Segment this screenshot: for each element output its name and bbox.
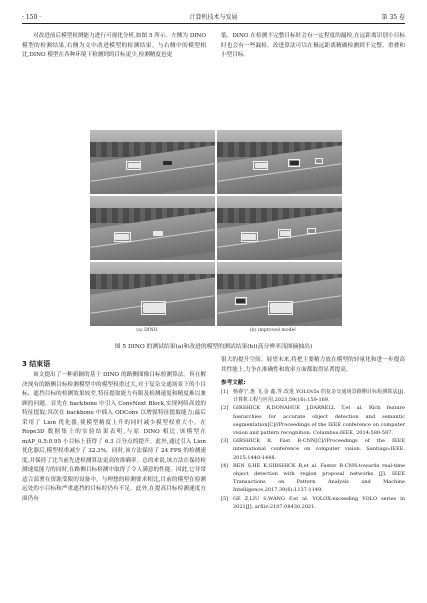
right-lower-column bbox=[221, 356, 405, 511]
intro-paragraph-continued: 低。DINO 在检测不完整目标时会有一定程度的漏检,在远距离识别小目标时也会有一些漏检。改进算法可以在极远距离精确检测到不完整、重叠和小型目标。 bbox=[221, 33, 405, 58]
top-left-column bbox=[22, 32, 206, 61]
running-header bbox=[22, 12, 405, 24]
photo-b2 bbox=[217, 196, 342, 260]
section-title: 3 结束语 bbox=[22, 360, 51, 368]
references-title: 参考文献: bbox=[221, 380, 246, 386]
photo-a3 bbox=[90, 262, 215, 326]
figure-5 bbox=[90, 130, 342, 340]
reference-item: [2] GIRSHICK R,DONAHUE J,DARRELL T,et al. Rich feature hierarchies for accurate object detection and semantic segmentation[C]//Proceedings of the IEEE conference on computer vision and pattern recognition. Columbus:IEEE, 2014:580-587. bbox=[221, 405, 405, 437]
conclusion-column bbox=[22, 356, 206, 504]
reference-item: [5] GE Z,LIU S,WANG F,et al. YOLOX:exceeding YOLO series in 2021[J]. arXiv:2107.08430,2021. bbox=[221, 495, 405, 510]
reference-item: [4] REN S,HE K,GIRSHICK R,et al. Faster R-CNN:towards real-time object detection with region proposal networks [J]. IEEE Transactions on Pattern Analysis and Machine Intelligence,2017,39(6):1137-1149. bbox=[221, 462, 405, 494]
photo-b1 bbox=[217, 130, 342, 194]
reference-list bbox=[221, 388, 405, 511]
subfigure-labels bbox=[90, 327, 342, 334]
conclusion-paragraph-continued: 很大的提升空间。展望未来,将把主要精力放在模型的轻量化和进一步提高其性能上,力争在准确性和效率方面都取得显著提高。 bbox=[221, 357, 405, 373]
photo-a2 bbox=[90, 196, 215, 260]
subfigure-a-label: (a) DINO bbox=[136, 328, 158, 333]
top-right-column bbox=[221, 32, 405, 61]
journal-title: 计算机技术与发展 bbox=[189, 14, 238, 21]
reference-item: [3] GIRSHICK R. Fast R-CNN[C]//Proceedings of the IEEE international conference on computer vision. Santiago:IEEE, 2015:1440-1448. bbox=[221, 438, 405, 461]
conclusion-paragraph: 该文提出了一种新颖的基于 DINO 的路侧图像目标检测算法。旨在解决现有的路侧目标检测模型中的模型权重过大,对于复杂交通场景下的小目标、遮挡目标的检测效果较差,特征提取能力有限及检测速度和精度难以兼顾的问题。首先在 backbone 中引入 ConvNext Block,实现网络高效的特征提取;其次在 backbone 中插入 ODConv 以增强特征提取能力;最后采用了 Lion 优化器,使模型精度上升的同时减少模型权重大小。在 Rope3D 数据集上的实验结果表明,与原 DINO 相比,该模型在 mAP_0.5:0.95 小目标上获得了 6.3 百分点的提升。此外,通过引入 Lion 优化器后,模型权重减少了 32.3%。同时,该方法保持了 24 FPS 的检测速度,并保持了比当前先进检测算法更高的准确率。总的来说,该方法在保持检测速度能力的同时,在路侧目标检测中取得了令人满意的性能。因此,它非常适合部署在资源受限的设备中。与理想的检测要求相比,目前的模型在检测远处的小目标和严重遮挡的目标时仍有不足。此外,在提高目标检测速度方面仍有 bbox=[22, 372, 206, 502]
subfigure-b-label: (b) improved model bbox=[249, 328, 296, 333]
intro-paragraph: 对改进前后模型检测能力进行可视化分析,如图 5 所示。左侧为 DINO 模型的检测结果,右侧为文中改进模型的检测结果。与右侧中的模型相比,DINO 模型在各种环境下检测到的目标更少,检测精度也更 bbox=[22, 33, 206, 58]
photo-b3 bbox=[217, 262, 342, 326]
page-number: · 150 · bbox=[22, 14, 42, 21]
detection-photo-grid bbox=[90, 130, 342, 326]
reference-item: [1] 杨睿宁,惠 飞,金 鑫,等.改进 YOLOv5s 的复杂交通场景路侧目标检测算法[J].计算机工程与应用,2023,59(16):159-169. bbox=[221, 389, 405, 404]
figure-caption: 图 5 DINO 的测试结果(a)和改进的模型的测试结果(b)(高分辨率浅图摘抽出) bbox=[114, 344, 313, 350]
photo-a1 bbox=[90, 130, 215, 194]
volume-label: 第 35 卷 bbox=[381, 14, 405, 21]
